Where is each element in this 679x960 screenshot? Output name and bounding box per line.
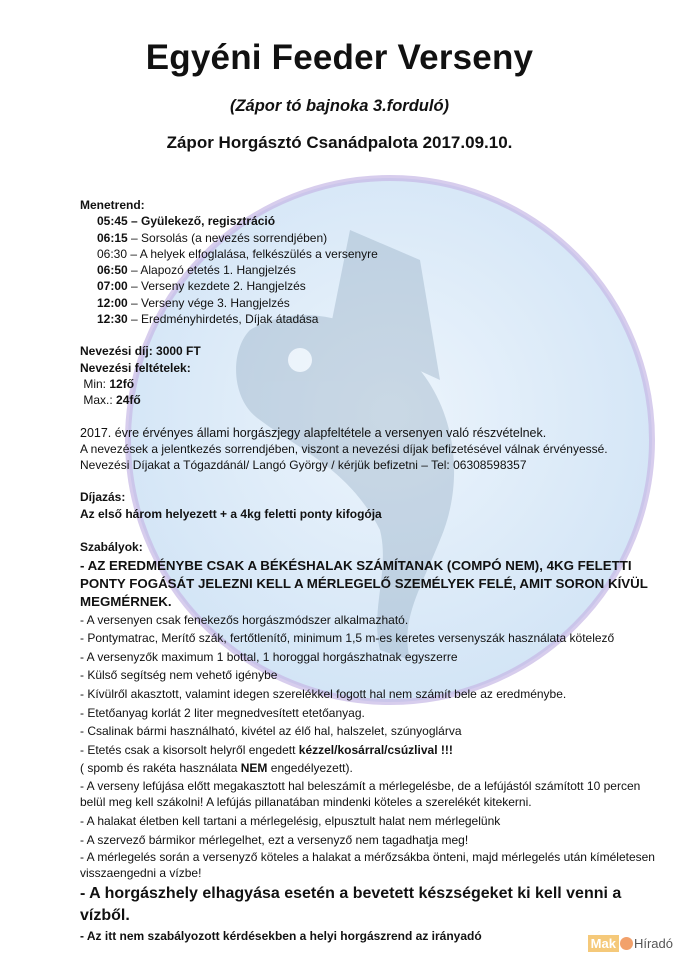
prizes-text: Az első három helyezett + a 4kg feletti ponty kifogója — [80, 506, 382, 521]
rule-item: - A mérlegelés során a versenyző köteles a halakat a mérőzsákba önteni, majd mérlegelés után kíméletesen visszaengedni a vízbe! — [80, 850, 655, 881]
rule-item: - A szervező bármikor mérlegelhet, ezt a versenyző nem tagadhatja meg! — [80, 832, 469, 847]
rule-item-emphasis: - A horgászhely elhagyása esetén a bevetett készségeket ki kell venni a vízből. — [80, 885, 622, 925]
rule-item-last: - Az itt nem szabályozott kérdésekben a helyi horgászrend az irányadó — [80, 929, 482, 944]
venue-date: Zápor Horgásztó Csanádpalota 2017.09.10. — [166, 133, 513, 152]
rule-item: - Csalinak bármi használható, kivétel az élő hal, halszelet, szúnyoglárva — [80, 724, 462, 739]
rules-caps-notice: - AZ EREDMÉNYBE CSAK A BÉKÉSHALAK SZÁMÍTANAK (COMPÓ NEM), 4KG FELETTI PONTY FOGÁSÁT JELEZNI KELL A MÉRLEGELŐ SZEMÉLYEK FELÉ, AMIT SORON KÍVÜL MEGMÉRNEK. — [80, 557, 648, 609]
logo-dot-icon — [620, 937, 633, 950]
schedule-list — [80, 213, 660, 327]
entry-conditions-heading: Nevezési feltételek: — [80, 360, 191, 375]
rule-item: - A verseny lefújása előtt megakasztott hal beleszámít a mérlegelésbe, de a lefújástól számított 10 percen belül meg kell szákolni! A lefújás pillanatában mindenki köteles a szerelékét kitekerni. — [80, 778, 641, 809]
entry-max: Max.: 24fő — [80, 393, 141, 408]
document-body — [80, 197, 660, 946]
schedule-item: 07:00 – Verseny kezdete 2. Hangjelzés — [97, 279, 306, 294]
subtitle: (Zápor tó bajnoka 3.forduló) — [229, 97, 450, 115]
page-title: Egyéni Feeder Verseny — [145, 38, 534, 77]
schedule-item: 06:15 – Sorsolás (a nevezés sorrendjében) — [97, 230, 328, 245]
schedule-item: 12:00 – Verseny vége 3. Hangjelzés — [97, 295, 290, 310]
entry-fee: Nevezési díj: 3000 FT — [80, 344, 201, 359]
entry-min: Min: 12fő — [80, 376, 135, 391]
rule-item: - Külső segítség nem vehető igénybe — [80, 668, 278, 683]
rule-item: - A versenyen csak fenekezős horgászmódszer alkalmazható. — [80, 612, 409, 627]
rules-heading: Szabályok: — [80, 540, 143, 555]
schedule-item: 06:50 – Alapozó etetés 1. Hangjelzés — [97, 263, 296, 278]
source-logo: Mak Híradó — [588, 935, 673, 952]
schedule-item: 12:30 – Eredményhirdetés, Díjak átadása — [97, 312, 319, 327]
rule-item-spomb: ( spomb és rakéta használata NEM engedélyezett). — [80, 761, 353, 776]
rule-item: - Kívülről akasztott, valamint idegen szerelékkel fogott hal nem számít bele az eredménybe. — [80, 687, 567, 702]
rule-item: - A versenyzők maximum 1 bottal, 1 horoggal horgászhatnak egyszerre — [80, 649, 458, 664]
schedule-item: 06:30 – A helyek elfoglalása, felkészülés a versenyre — [97, 246, 378, 261]
info-line: 2017. évre érvényes állami horgászjegy alapfeltétele a versenyen való részvételnek. — [80, 425, 547, 440]
info-line: A nevezések a jelentkezés sorrendjében, viszont a nevezési díjak befizetésével válnak érvényessé. — [80, 441, 608, 456]
schedule-item: 05:45 – Gyülekező, regisztráció — [97, 214, 276, 229]
rule-item-feeding: - Etetés csak a kisorsolt helyről engedett kézzel/kosárral/csúzlival !!! — [80, 742, 453, 757]
info-line: Nevezési Díjakat a Tógazdánál/ Langó György / kérjük befizetni – Tel: 06308598357 — [80, 458, 527, 473]
rule-item: - Etetőanyag korlát 2 liter megnedvesített etetőanyag. — [80, 705, 365, 720]
rule-item: - A halakat életben kell tartani a mérlegelésig, elpusztult halat nem mérlegelünk — [80, 813, 501, 828]
prizes-heading: Díjazás: — [80, 490, 126, 505]
schedule-heading: Menetrend: — [80, 198, 145, 212]
rules-section — [80, 538, 660, 946]
rule-item: - Pontymatrac, Merítő szák, fertőtlenítő, minimum 1,5 m-es keretes versenyszák használata kötelező — [80, 631, 615, 646]
